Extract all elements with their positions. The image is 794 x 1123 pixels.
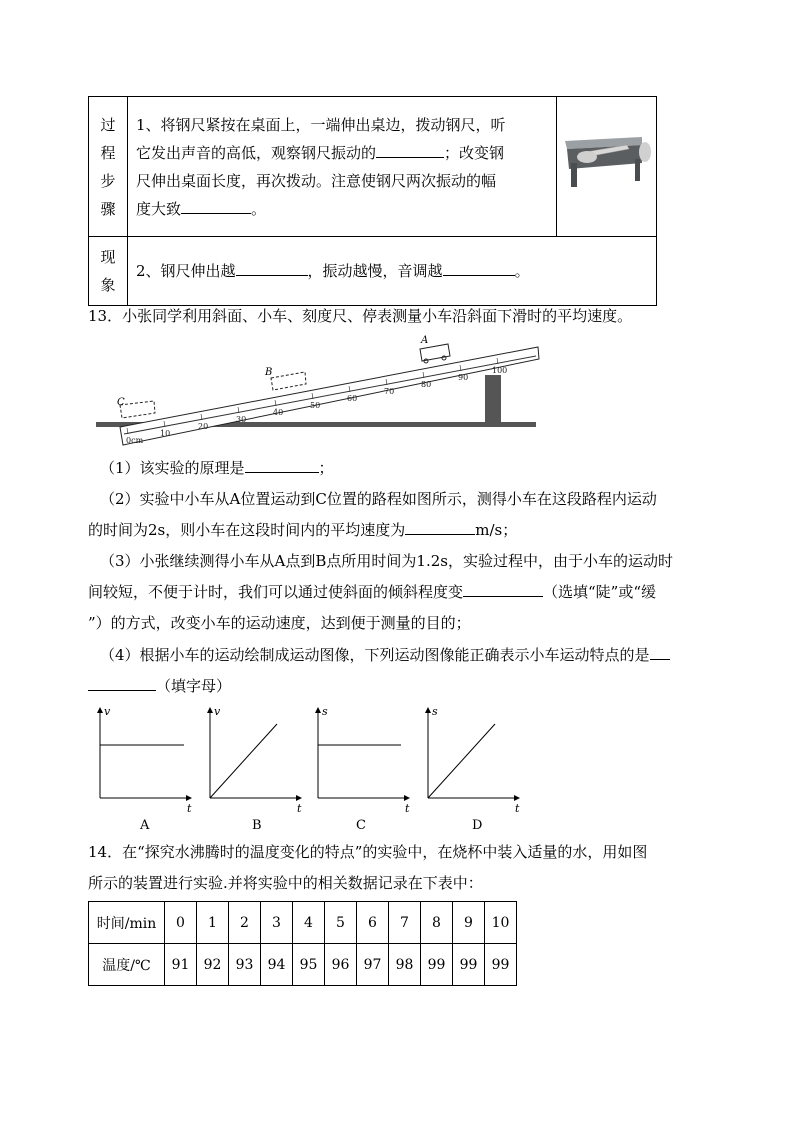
q13-part3-line2: 间较短，不便于计时，我们可以通过使斜面的倾斜程度变 （选填“陡”或“缓 xyxy=(88,583,657,601)
graph-letter: A xyxy=(140,818,150,833)
answer-blank xyxy=(376,143,444,158)
graph-a xyxy=(100,705,192,833)
answer-blank xyxy=(405,520,475,535)
ruler-photo-cell xyxy=(557,97,657,237)
table-cell: 95 xyxy=(293,944,325,986)
graph-letter: C xyxy=(356,818,366,833)
table-cell: 98 xyxy=(389,944,421,986)
cart-c xyxy=(120,401,155,418)
graph-b xyxy=(210,705,302,833)
ruler-tick-label: 50 xyxy=(310,401,321,410)
point-label: B xyxy=(265,367,273,378)
ruler-tick-label: 30 xyxy=(236,415,247,424)
procedure-line: 1、将钢尺紧按在桌面上，一端伸出桌边，拨动钢尺，听 xyxy=(136,115,506,134)
answer-blank xyxy=(236,261,308,276)
q14-line2: 所示的装置进行实验.并将实验中的相关数据记录在下表中： xyxy=(88,874,483,892)
table-cell: 91 xyxy=(165,944,197,986)
table-row xyxy=(89,902,517,944)
axis-label: t xyxy=(515,802,520,815)
graph-c xyxy=(318,705,410,833)
q13-part3-line1: （3）小张继续测得小车从A点到B点所用时间为1.2s，实验过程中，由于小车的运动时 xyxy=(100,552,673,570)
procedure-table xyxy=(88,96,657,306)
table-cell: 97 xyxy=(357,944,389,986)
axis-label: v xyxy=(104,705,111,718)
axis-label: t xyxy=(297,802,302,815)
ruler-tick-label: 90 xyxy=(458,373,469,382)
phenomenon-cell: 2、钢尺伸出越 ，振动越慢，音调越 。 xyxy=(128,237,657,306)
cart-b xyxy=(271,372,306,390)
answer-blank xyxy=(245,458,319,473)
axis-label: v xyxy=(214,705,221,718)
ruler-tick-label: 60 xyxy=(347,394,358,403)
incline-ruler-figure xyxy=(88,335,548,447)
label-char: 程 xyxy=(100,143,116,162)
point-label: A xyxy=(421,335,429,346)
procedure-line: 度大致 。 xyxy=(136,199,267,218)
table-cell: 10 xyxy=(485,902,517,944)
q13-part1: （1）该实验的原理是 ； xyxy=(100,459,334,477)
label-char: 步 xyxy=(100,171,116,190)
graph-letter: B xyxy=(252,818,262,833)
table-cell: 8 xyxy=(421,902,453,944)
answer-blank xyxy=(181,199,251,214)
table-cell: 3 xyxy=(261,902,293,944)
q13-part4-line2: （填字母） xyxy=(88,676,231,696)
table-cell: 2 xyxy=(229,902,261,944)
procedure-line: 它发出声音的高低，观察钢尺振动的 ；改变钢 xyxy=(136,143,505,162)
answer-blank xyxy=(463,582,543,597)
boiling-data-table xyxy=(88,901,517,986)
q13-part3-line3: ”）的方式，改变小车的运动速度，达到便于测量的目的； xyxy=(88,614,471,632)
ruler-tick-label: 10 xyxy=(160,429,171,438)
label-char: 现 xyxy=(100,248,116,266)
table-cell: 0 xyxy=(165,902,197,944)
motion-graphs xyxy=(88,702,538,837)
procedure-line: 尺伸出桌面长度，再次拨动。注意使钢尺两次振动的幅 xyxy=(136,171,497,190)
point-label: C xyxy=(117,397,125,408)
table-cell: 94 xyxy=(261,944,293,986)
ruler-tick-label: 20 xyxy=(198,422,209,431)
q13-part4-line1: （4）根据小车的运动绘制成运动图像，下列运动图像能正确表示小车运动特点的是 xyxy=(100,645,670,665)
table-cell: 93 xyxy=(229,944,261,986)
table-cell: 1 xyxy=(197,902,229,944)
axis-label: t xyxy=(405,802,410,815)
ruler-tick-label: 100 xyxy=(492,366,508,375)
ruler-tick-label: 40 xyxy=(273,408,284,417)
label-char: 过 xyxy=(100,115,116,134)
table-cell: 99 xyxy=(453,944,485,986)
axis-label: s xyxy=(322,705,328,718)
table-cell: 92 xyxy=(197,944,229,986)
steel-ruler-photo xyxy=(557,97,656,232)
label-char: 象 xyxy=(100,276,116,294)
table-cell: 99 xyxy=(485,944,517,986)
table-cell: 7 xyxy=(389,902,421,944)
graph-d xyxy=(428,705,520,833)
graph-letter: D xyxy=(472,818,483,833)
table-cell: 4 xyxy=(293,902,325,944)
answer-blank xyxy=(443,261,515,276)
q13-part2-line1: （2）实验中小车从A位置运动到C位置的路程如图所示，测得小车在这段路程内运动 xyxy=(100,490,657,508)
table-header: 时间/min xyxy=(89,902,165,944)
q13-part2-line2: 的时间为2s，则小车在这段时间内的平均速度为 m/s； xyxy=(88,521,518,539)
table-cell: 9 xyxy=(453,902,485,944)
axis-label: s xyxy=(432,705,438,718)
table-cell: 99 xyxy=(421,944,453,986)
q14-line1: 14．在“探究水沸腾时的温度变化的特点”的实验中，在烧杯中装入适量的水，用如图 xyxy=(88,843,648,861)
procedure-label-cell xyxy=(89,97,128,237)
table-cell: 6 xyxy=(357,902,389,944)
table-cell: 96 xyxy=(325,944,357,986)
procedure-steps-cell xyxy=(128,97,557,237)
ruler-tick-label: 70 xyxy=(384,387,395,396)
answer-blank xyxy=(88,676,156,691)
table-row xyxy=(89,944,517,986)
axis-label: t xyxy=(187,802,192,815)
ruler-tick-label: 80 xyxy=(421,380,432,389)
q13-stem: 13．小张同学利用斜面、小车、刻度尺、停表测量小车沿斜面下滑时的平均速度。 xyxy=(88,307,633,325)
table-cell: 5 xyxy=(325,902,357,944)
ruler-unit-label: 0cm xyxy=(126,436,144,445)
phenomenon-label-cell xyxy=(89,237,128,306)
answer-blank xyxy=(650,645,670,660)
label-char: 骤 xyxy=(100,199,116,218)
table-header: 温度/℃ xyxy=(89,944,165,986)
